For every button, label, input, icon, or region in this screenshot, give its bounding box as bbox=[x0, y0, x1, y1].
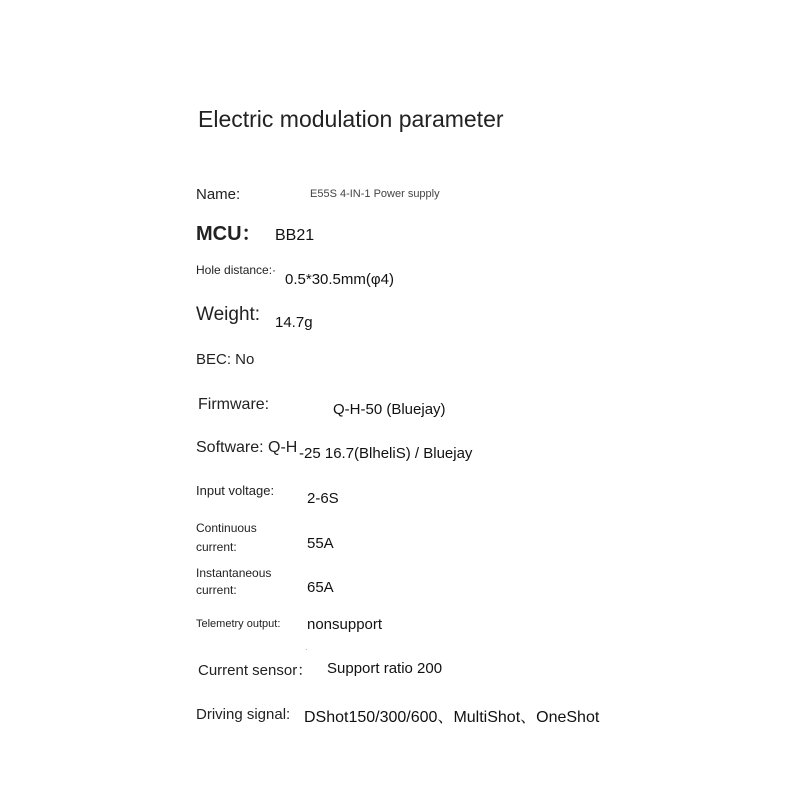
continuous-current-value: 55A bbox=[307, 535, 334, 552]
bec-label: BEC: No bbox=[196, 351, 255, 368]
continuous-current-label-line1: Continuous bbox=[196, 521, 257, 535]
input-voltage-label: Input voltage: bbox=[196, 483, 275, 498]
firmware-label: Firmware: bbox=[198, 396, 270, 413]
name-label: Name: bbox=[196, 186, 241, 203]
current-sensor-value: Support ratio 200 bbox=[327, 660, 443, 677]
software-value: -25 16.7(BlheliS) / Bluejay bbox=[299, 445, 473, 462]
continuous-current-label-line2: current: bbox=[196, 540, 237, 554]
telemetry-output-label: Telemetry output: bbox=[196, 618, 281, 630]
mcu-label: MCU： bbox=[196, 223, 262, 245]
hole-distance-value: 0.5*30.5mm(φ4) bbox=[285, 271, 394, 288]
current-sensor-label: Current sensor： bbox=[198, 662, 313, 679]
instantaneous-current-value: 65A bbox=[307, 579, 334, 596]
stray-dot-mark: · bbox=[305, 645, 308, 654]
hole-distance-label: Hole distance:· bbox=[196, 263, 277, 277]
instantaneous-current-label-line2: current: bbox=[196, 583, 237, 597]
name-value: E55S 4-IN-1 Power supply bbox=[310, 188, 440, 200]
software-label: Software: Q-H bbox=[196, 439, 298, 456]
weight-label: Weight: bbox=[196, 304, 261, 325]
driving-signal-label: Driving signal: bbox=[196, 706, 291, 723]
mcu-value: BB21 bbox=[275, 227, 315, 244]
driving-signal-value: DShot150/300/600、MultiShot、OneShot bbox=[304, 709, 600, 726]
firmware-value: Q-H-50 (Bluejay) bbox=[333, 401, 446, 418]
instantaneous-current-label-line1: Instantaneous bbox=[196, 566, 272, 580]
page-title: Electric modulation parameter bbox=[198, 106, 504, 132]
telemetry-output-value: nonsupport bbox=[307, 616, 383, 633]
weight-value: 14.7g bbox=[275, 314, 313, 331]
input-voltage-value: 2-6S bbox=[307, 490, 339, 507]
